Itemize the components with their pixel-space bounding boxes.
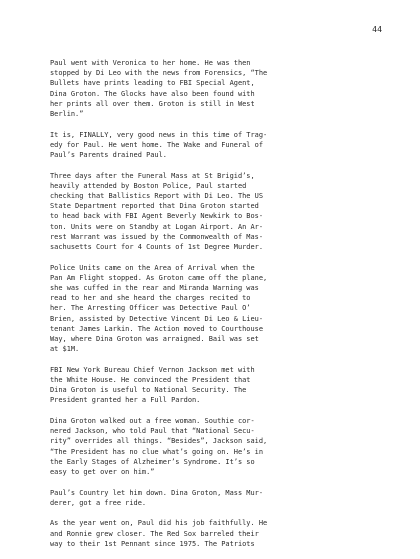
text-line: nered Jackson, who told Paul that “National Secu- [50,427,255,436]
text-line: Dina Groton. The Glocks have also been found with [50,89,255,98]
text-line: FBI New York Bureau Chief Vernon Jackson met with [50,365,255,374]
text-line: It is, FINALLY, very good news in this time of Trag- [50,130,268,139]
text-line: Brien, assisted by Detective Vincent Di Leo & Lieu- [50,314,264,323]
page-body [50,58,386,559]
text-line: derer, got a free ride. [50,498,147,507]
text-line: Dina Groton walked out a free woman. Southie cor- [50,417,255,426]
text-line: read to her and she heard the charges recited to [50,294,251,303]
text-line: As the year went on, Paul did his job faithfully. He [50,519,268,528]
text-line: rity” overrides all things. “Besides”, Jackson said, [50,437,268,446]
text-line: the White House. He convinced the President that [50,376,251,385]
text-line: edy for Paul. He went home. The Wake and Funeral of [50,140,264,149]
text-line: her prints all over them. Groton is still in West [50,99,255,108]
text-line: way to their 1st Pennant since 1975. The Patriots [50,539,255,548]
paragraph [50,263,386,355]
text-line: Paul’s Parents drained Paul. [50,151,167,160]
text-line: Dina Groton is useful to National Security. The [50,386,247,395]
text-line: “The President has no clue what’s going on. He’s in [50,447,264,456]
text-line: rest Warrant was issued by the Commonwealth of Mas- [50,232,264,241]
text-line: easy to get over on him.” [50,468,155,477]
text-line: checking that Ballistics Report with Di Leo. The US [50,192,264,201]
text-line: Berlin.” [50,110,84,119]
text-line: Police Units came on the Area of Arrival when the [50,263,255,272]
paragraph [50,488,386,508]
text-line: President granted her a Full Pardon. [50,396,201,405]
paragraph [50,365,386,406]
text-line: the Early Stages of Alzheimer’s Syndrome. It’s so [50,457,255,466]
page-number: 44 [372,24,382,34]
text-line: her. The Arresting Officer was Detective Paul O’ [50,304,251,313]
paragraph [50,416,386,477]
paragraph [50,130,386,161]
text-line: ton. Units were on Standby at Logan Airport. An Ar- [50,222,264,231]
text-line: heavily attended by Boston Police, Paul started [50,181,247,190]
text-line: Way, where Dina Groton was arraigned. Bail was set [50,335,259,344]
text-line: State Department reported that Dina Groton started [50,202,259,211]
text-line: and Ronnie grew closer. The Red Sox barreled their [50,529,259,538]
text-line: Paul’s Country let him down. Dina Groton, Mass Mur- [50,488,264,497]
text-line: Bullets have prints leading to FBI Special Agent, [50,79,255,88]
text-line: Paul went with Veronica to her home. He was then [50,59,251,67]
paragraph [50,58,386,119]
text-line: stopped by Di Leo with the news from Forensics, “The [50,69,268,78]
text-line: tenant James Larkin. The Action moved to Courthouse [50,324,264,333]
text-line: Three days after the Funeral Mass at St Brigid’s, [50,171,255,180]
text-line: at $1M. [50,345,80,354]
text-line: sachusetts Court for 4 Counts of 1st Degree Murder. [50,243,264,252]
text-line: Pan Am Flight stopped. As Groton came off the plane, [50,273,268,282]
text-line: to head back with FBI Agent Beverly Newkirk to Bos- [50,212,264,221]
paragraph [50,171,386,253]
text-line: she was cuffed in the rear and Miranda Warning was [50,284,259,293]
paragraph [50,518,386,549]
